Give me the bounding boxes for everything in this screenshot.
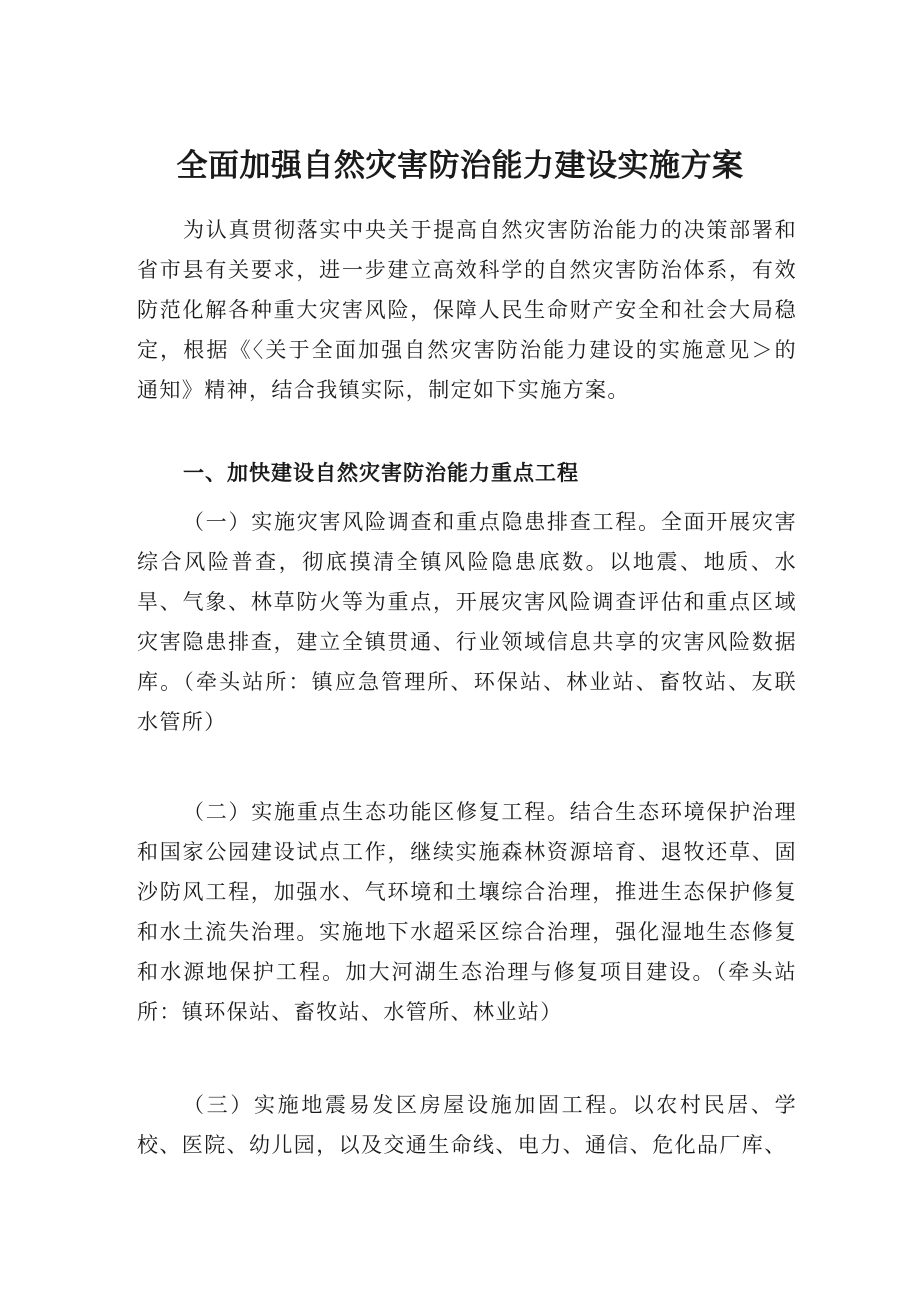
document-title: 全面加强自然灾害防治能力建设实施方案 bbox=[176, 148, 744, 184]
section-heading-one: 一、加快建设自然灾害防治能力重点工程 bbox=[183, 461, 579, 485]
section-item-paragraph: （一）实施灾害风险调查和重点隐患排查工程。全面开展灾害综合风险普查，彻底摸清全镇风险隐患底数。以地震、地质、水旱、气象、林草防火等为重点，开展灾害风险调查评估和重点区域灾害隐患排查，建立全镇贯通、行业领域信息共享的灾害风险数据库。（牵头站所：镇应急管理所、环保站、林业站、畜牧站、友联水管所） bbox=[137, 510, 797, 734]
intro-paragraph: 为认真贯彻落实中央关于提高自然灾害防治能力的决策部署和省市县有关要求，进一步建立高效科学的自然灾害防治体系，有效防范化解各种重大灾害风险，保障人民生命财产安全和社会大局稳定，根据《〈关于全面加强自然灾害防治能力建设的实施意见＞的通知》精神，结合我镇实际，制定如下实施方案。 bbox=[137, 218, 797, 402]
section-item-paragraph: （三）实施地震易发区房屋设施加固工程。以农村民居、学校、医院、幼儿园，以及交通生命线、电力、通信、危化品厂库、 bbox=[137, 1093, 797, 1157]
section-item-paragraph: （二）实施重点生态功能区修复工程。结合生态环境保护治理和国家公园建设试点工作，继续实施森林资源培育、退牧还草、固沙防风工程，加强水、气环境和土壤综合治理，推进生态保护修复和水土流失治理。实施地下水超采区综合治理，强化湿地生态修复和水源地保护工程。加大河湖生态治理与修复项目建设。（牵头站所：镇环保站、畜牧站、水管所、林业站） bbox=[137, 800, 797, 1024]
